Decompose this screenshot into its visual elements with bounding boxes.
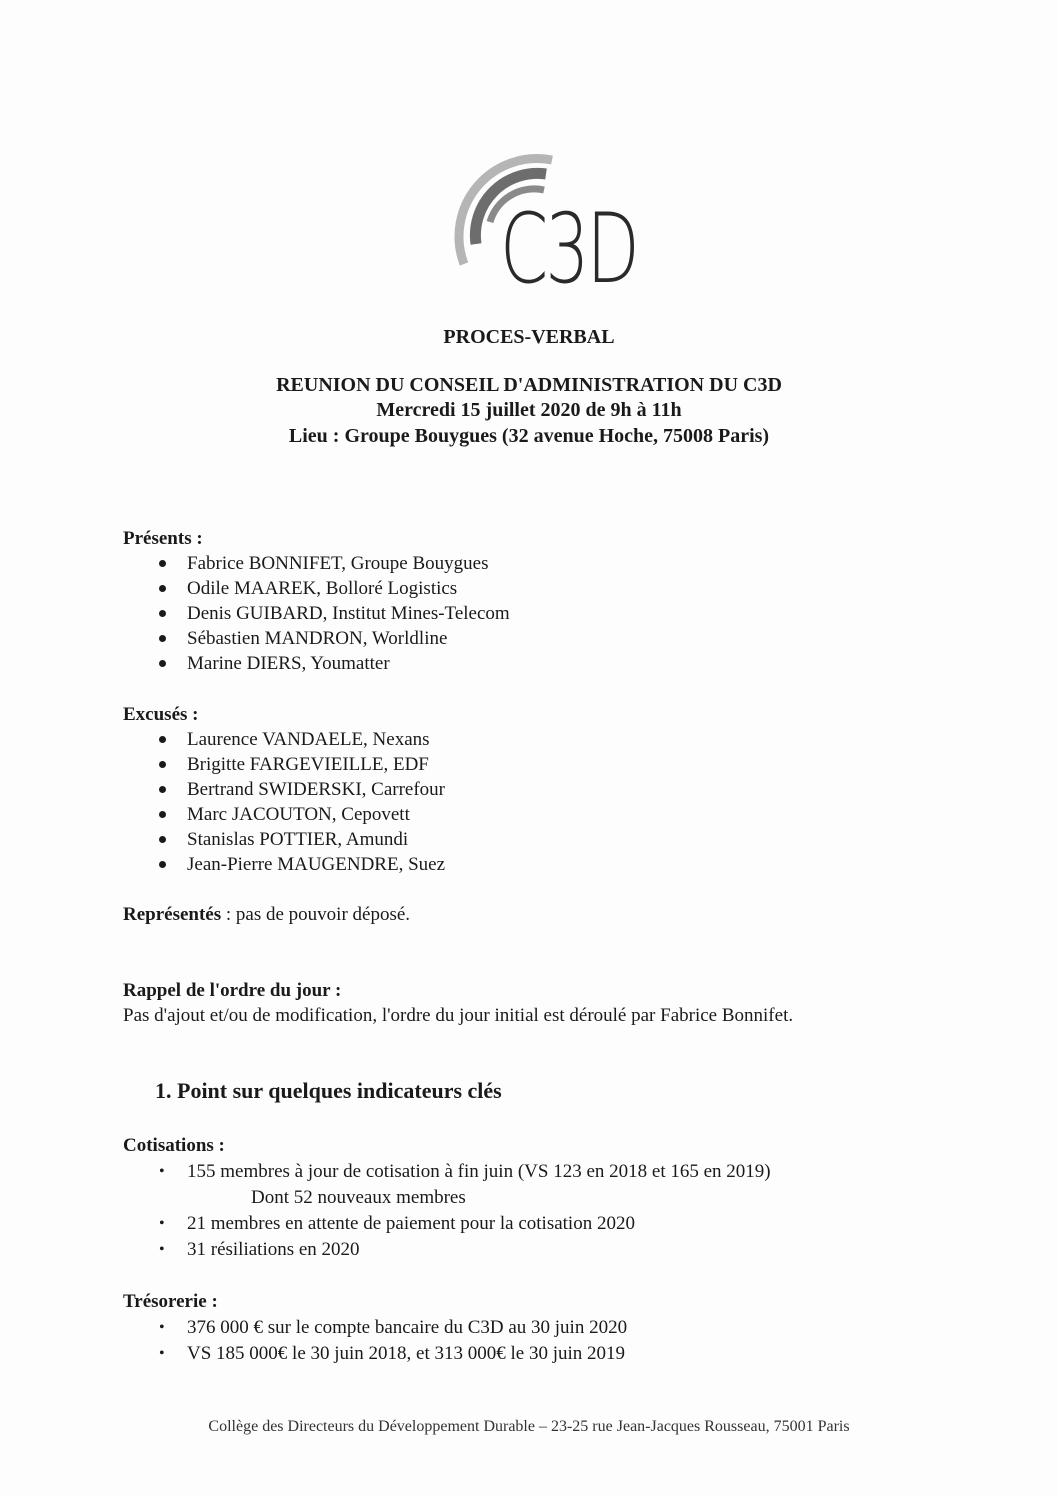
list-item: Odile MAAREK, Bolloré Logistics — [123, 576, 510, 601]
cotisations-section — [123, 1133, 771, 1263]
cotisations-list — [123, 1159, 771, 1263]
list-item: • 31 résiliations en 2020 — [159, 1239, 360, 1260]
list-item: Sébastien MANDRON, Worldline — [123, 626, 510, 651]
list-item: Bertrand SWIDERSKI, Carrefour — [123, 777, 445, 802]
list-item: • VS 185 000€ le 30 juin 2018, et 313 000€ le 30 juin 2019 — [159, 1343, 626, 1364]
list-subitem: Dont 52 nouveaux membres — [251, 1187, 466, 1208]
presents-label: Présents : — [123, 528, 203, 549]
document-title: PROCES-VERBAL — [443, 326, 615, 348]
meeting-date: Mercredi 15 juillet 2020 de 9h à 11h — [376, 399, 682, 421]
list-item: Stanislas POTTIER, Amundi — [123, 827, 445, 852]
meeting-location: Lieu : Groupe Bouygues (32 avenue Hoche, 75008 Paris) — [288, 425, 770, 447]
represent-text: : pas de pouvoir déposé. — [221, 904, 411, 925]
rappel-section — [123, 978, 793, 1028]
tresorerie-label: Trésorerie : — [123, 1291, 218, 1312]
list-item: Laurence VANDAELE, Nexans — [123, 727, 445, 752]
rappel-text: Pas d'ajout et/ou de modification, l'ordre du jour initial est déroulé par Fabrice Bonnifet. — [123, 1005, 794, 1026]
page-footer: Collège des Directeurs du Développement Durable – 23-25 rue Jean-Jacques Rousseau, 75001 Paris — [208, 1418, 850, 1435]
excuses-list — [123, 727, 445, 877]
excuses-label: Excusés : — [123, 704, 199, 725]
logo-wordmark: C3D — [500, 193, 637, 305]
list-item: Marine DIERS, Youmatter — [123, 651, 510, 676]
rappel-label: Rappel de l'ordre du jour : — [123, 980, 342, 1001]
meeting-title: REUNION DU CONSEIL D'ADMINISTRATION DU C3D — [276, 374, 782, 396]
tresorerie-list — [123, 1315, 627, 1367]
represent-label: Représentés — [123, 904, 222, 925]
list-item: Brigitte FARGEVIEILLE, EDF — [123, 752, 445, 777]
list-item: • 376 000 € sur le compte bancaire du C3D au 30 juin 2020 — [159, 1317, 628, 1338]
list-item: Marc JACOUTON, Cepovett — [123, 802, 445, 827]
presents-list — [123, 551, 510, 676]
cotisations-label: Cotisations : — [123, 1135, 225, 1156]
list-item: • 155 membres à jour de cotisation à fin juin (VS 123 en 2018 et 165 en 2019) — [159, 1161, 771, 1182]
list-item: Fabrice BONNIFET, Groupe Bouygues — [123, 551, 510, 576]
excuses-section — [123, 702, 445, 877]
list-item: Jean-Pierre MAUGENDRE, Suez — [123, 852, 445, 877]
tresorerie-section — [123, 1289, 627, 1367]
presents-section — [123, 526, 510, 676]
list-item: • 21 membres en attente de paiement pour la cotisation 2020 — [159, 1213, 635, 1234]
list-item: Denis GUIBARD, Institut Mines-Telecom — [123, 601, 510, 626]
section-heading: 1. Point sur quelques indicateurs clés — [155, 1078, 502, 1103]
represent-line — [123, 902, 410, 927]
